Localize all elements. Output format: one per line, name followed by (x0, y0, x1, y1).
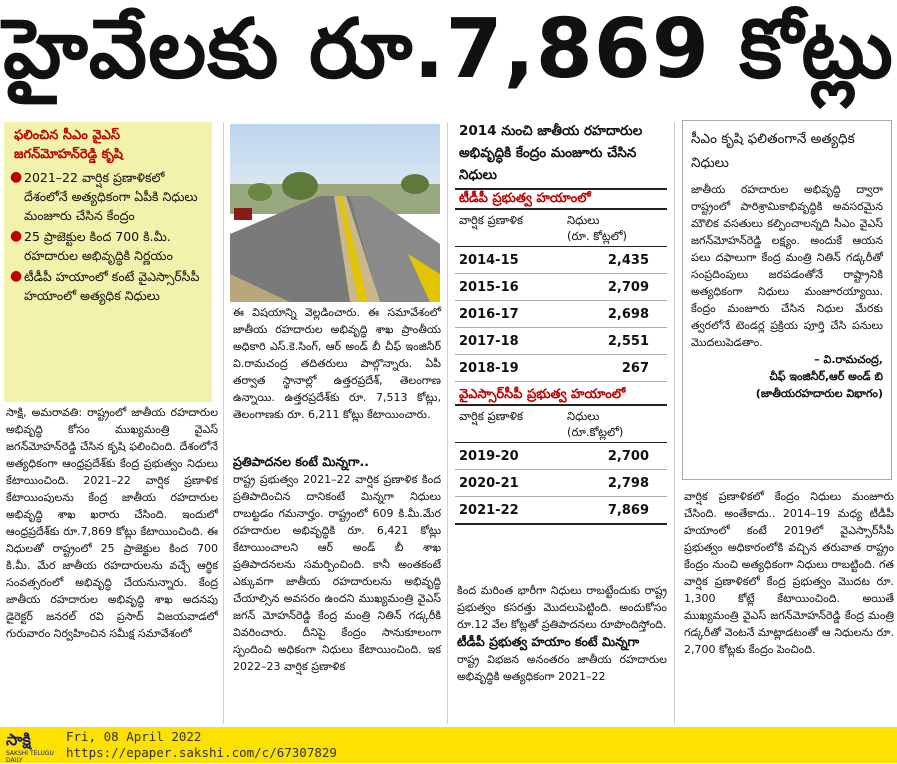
tdp-period-label: టీడీపీ ప్రభుత్వ హయాంలో (455, 188, 667, 210)
table-row (455, 470, 667, 497)
col-year-header: వార్షిక ప్రణాళిక (459, 213, 523, 227)
quote-box (682, 120, 892, 480)
article-column-3-text: కింద మరింత భారీగా నిధులు రాబట్టేందుకు రాష్ట్ర ప్రభుత్వం కసరత్తు మొదలుపెట్టింది. అందుకోసం రూ.12 వేల కోట్లతో ప్రతిపాదనలు రూపొందిస్తోంది. (457, 584, 667, 631)
row-value: 7,869 (607, 502, 649, 518)
footer-url[interactable]: https://epaper.sakshi.com/c/67307829 (66, 745, 337, 760)
funds-table (455, 118, 667, 525)
highlight-title: ఫలించిన సీఎం వైఎస్ జగన్‌మోహన్‌రెడ్డి కృషి (14, 128, 123, 162)
table-row (455, 497, 667, 525)
quote-body: జాతీయ రహదారుల అభివృద్ధి ద్వారా రాష్ట్రంలో పారిశ్రామికాభివృద్ధికి అవసరమైన మౌలిక వసతులు కల్పించాలన్నది సీఎం వైఎస్ జగన్‌మోహన్‌రెడ్డి లక్ష్యం. అందుకే ఆయన పలు దఫాలుగా కేంద్ర మంత్రి నితిన్ గడ్కరీతో సంప్రదింపులు జరపడంతోనే రాష్ట్రానికి అత్యధికంగా నిధులు మంజూరయ్యాయి. కేంద్రం మంజూరు చేసిన నిధుల మేరకు త్వరలోనే టెండర్ల ప్రక్రియ పూర్తి చేసి పనులు మొదలుపెడతాం. (691, 183, 883, 349)
row-year: 2015-16 (459, 279, 519, 295)
col-funds-label: నిధులు (567, 409, 600, 423)
article-column-1: సాక్షి, అమరావతి: రాష్ట్రంలో జాతీయ రహదారుల అభివృద్ధి కోసం ముఖ్యమంత్రి వైఎస్ జగన్‌మోహన్‌రెడ్డి చేసిన కృషి ఫలించింది. దేశంలోనే అత్యధికంగా ఆంధ్రప్రదేశ్‌కు కేంద్ర ప్రభుత్వం నిధులు కేటాయించింది. 2021–22 వార్షిక ప్రణాళిక కేటాయింపులను కేంద్ర జాతీయ రహదారుల అభివృద్ధి శాఖ ఖరారు చేసింది. ఇందులో ఆంధ్రప్రదేశ్‌కు రూ.7,869 కోట్లు కేటాయించింది. ఈ నిధులతో రాష్ట్రంలో 25 ప్రాజెక్టుల కింద 700 కి.మీ. మేర జాతీయ రహదారులను వచ్చే ఆర్థిక సంవత్సరంలో అభివృద్ధి చేయనున్నారు. కేంద్ర జాతీయ రహదారుల అభివృద్ధి శాఖ అదనపు డైరెక్టర్ జనరల్ రవి ప్రసాద్ విజయవాడలో గురువారం నిర్వహించిన సమీక్ష సమావేశంలో (6, 406, 218, 640)
sakshi-logo (6, 730, 54, 764)
quote-signature (691, 351, 883, 402)
table-row (455, 301, 667, 328)
row-value: 2,709 (607, 279, 649, 295)
highway-image (230, 124, 440, 302)
highlight-bullet-text: 25 ప్రాజెక్టుల కింద 700 కి.మీ. రహదారుల అభివృద్ధికి నిర్ణయం (24, 229, 173, 263)
row-year: 2014-15 (459, 252, 519, 268)
row-year: 2021-22 (459, 502, 519, 518)
col-funds-label: నిధులు (567, 213, 600, 227)
col-unit-label: (రూ.కోట్లలో) (567, 425, 624, 439)
subhead-proposals: ప్రతిపాదనల కంటే మిన్నగా.. (233, 454, 369, 469)
subhead-tdp-comparison: టీడీపీ ప్రభుత్వ హయాం కంటే మిన్నగా (457, 634, 640, 649)
article-column-3 (457, 582, 667, 685)
bullet-dot-icon: ● (10, 268, 23, 284)
row-value: 2,551 (607, 333, 649, 349)
quote-title: సీఎం కృషి ఫలితంగానే అత్యధిక నిధులు (691, 131, 855, 171)
table-header (455, 406, 667, 443)
row-year: 2016-17 (459, 306, 519, 322)
row-value: 2,700 (607, 448, 649, 464)
footer-date: Fri, 08 April 2022 (66, 729, 202, 744)
column-divider (223, 122, 224, 724)
highway-photo (230, 124, 440, 302)
highlight-box (4, 122, 212, 402)
table-title: 2014 నుంచి జాతీయ రహదారుల అభివృద్ధికి కేంద్రం మంజూరు చేసిన నిధులు (459, 123, 643, 183)
highlight-bullet (10, 168, 206, 225)
ysrcp-period-label: వైఎస్సార్‌సీపీ ప్రభుత్వ హయాంలో (455, 386, 667, 406)
signature-role: చీఫ్ ఇంజినీర్,ఆర్ అండ్ బి (769, 370, 883, 383)
bullet-dot-icon: ● (10, 169, 23, 185)
signature-department: (జాతీయరహదారుల విభాగం) (755, 387, 883, 400)
highlight-bullet-text: టీడీపీ హయాంలో కంటే వైఎస్సార్‌సీపీ హయాంలో అత్యధిక నిధులు (24, 269, 200, 303)
row-value: 2,798 (607, 475, 649, 491)
article-column-2-text: రాష్ట్ర ప్రభుత్వం 2021–22 వార్షిక ప్రణాళిక కింద ప్రతిపాదించిన దానికంటే మిన్నగా నిధులు రాబట్టడం గమనార్హం. రాష్ట్రంలో 609 కి.మీ.మేర రహదారుల అభివృద్ధికి రూ. 6,421 కోట్లు కేటాయించాలని ఆర్ అండ్ బీ శాఖ ప్రతిపాదనలను సమర్పించింది. కానీ అంతకంటే ఎక్కువగా జాతీయ రహదారులను అభివృద్ధి చేయాల్సిన అవసరం ఉందని ముఖ్యమంత్రి వైఎస్ జగన్ మోహన్‌రెడ్డి కేంద్ర మంత్రి నితిన్ గడ్కరీకి వివరించారు. దీనిపై కేంద్రం సానుకూలంగా స్పందించి అధికంగా నిధులు కేటాయించింది. ఇక 2022–23 వార్షిక ప్రణాళిక (233, 473, 441, 673)
row-year: 2019-20 (459, 448, 519, 464)
logo-subtext: SAKSHI TELUGU DAILY (6, 750, 54, 764)
table-row (455, 274, 667, 301)
table-row (455, 247, 667, 274)
article-column-2: ఈ విషయాన్ని వెల్లడించారు. ఈ సమావేశంలో జాతీయ రహదారుల అభివృద్ధి శాఖ ప్రాంతీయ అధికారి ఎస్.కె.సింగ్, ఆర్ అండ్ బీ చీఫ్ ఇంజినీర్ వి.రామచంద్ర తదితరులు పాల్గొన్నారు. ఏపీ తర్వాత స్థానాల్లో ఉత్తరప్రదేశ్, తెలంగాణ ఉన్నాయి. ఉత్తరప్రదేశ్‌కు రూ. 7,513 కోట్లు, తెలంగాణకు రూ. 6,211 కోట్లు కేటాయించారు. (233, 306, 441, 421)
bullet-dot-icon: ● (10, 228, 23, 244)
headline: హైవేలకు రూ.7,869 కోట్లు (3, 1, 894, 97)
table-row (455, 443, 667, 470)
column-2-continued (233, 453, 441, 675)
row-year: 2020-21 (459, 475, 519, 491)
row-year: 2018-19 (459, 360, 519, 376)
article-column-3-text-continued: రాష్ట్ర విభజన అనంతరం జాతీయ రహదారుల అభివృద్ధికి అత్యధికంగా 2021–22 (457, 653, 667, 683)
highlight-bullet (10, 227, 206, 265)
col-funds-header (567, 212, 663, 244)
row-value: 2,435 (607, 252, 649, 268)
row-value: 2,698 (607, 306, 649, 322)
table-row (455, 355, 667, 382)
logo-text: సాక్షి (6, 730, 31, 749)
table-row (455, 328, 667, 355)
col-funds-header (567, 408, 663, 440)
row-year: 2017-18 (459, 333, 519, 349)
highlight-bullet (10, 267, 206, 305)
column-divider (674, 122, 675, 724)
article-column-4: వార్షిక ప్రణాళికలో కేంద్రం నిధులు మంజూరు చేసింది. అంతేకాదు.. 2014–19 మధ్య టీడీపీ హయాంలో కంటే 2019లో వైఎస్సార్‌సీపీ ప్రభుత్వం అధికారంలోకి వచ్చిన తరువాత రాష్ట్రం కేంద్రం నుంచి అత్యధికంగా నిధులు రాబట్టింది. గత వార్షిక ప్రణాళికలో కేంద్ర ప్రభుత్వం మొదట రూ. 1,300 కోట్లే కేటాయించింది. అయితే ముఖ్యమంత్రి వైఎస్ జగన్‌మోహన్‌రెడ్డి కేంద్ర మంత్రి గడ్కరీతో వెంటనే మాట్లాడటంతో ఆ నిధులను రూ. 2,700 కోట్లకు కేంద్రం పెంచింది. (684, 490, 894, 656)
signature-name: – వి.రామచంద్ర, (814, 353, 883, 366)
col-unit-label: (రూ. కోట్లలో) (567, 229, 628, 243)
table-header (455, 210, 667, 247)
column-divider (447, 122, 448, 724)
highlight-bullet-text: 2021–22 వార్షిక ప్రణాళికలో దేశంలోనే అత్యధికంగా ఏపీకి నిధులు మంజూరు చేసిన కేంద్రం (24, 170, 198, 223)
col-year-header: వార్షిక ప్రణాళిక (459, 409, 523, 423)
row-value: 267 (621, 360, 649, 376)
